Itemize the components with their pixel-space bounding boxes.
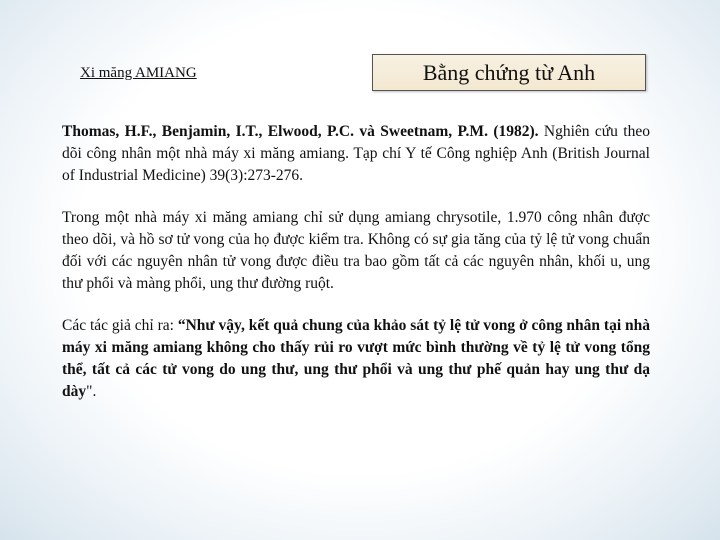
- citation-authors: Thomas, H.F., Benjamin, I.T., Elwood, P.C. và Sweetnam, P.M. (1982).: [62, 123, 539, 140]
- slide-title: Bằng chứng từ Anh: [422, 59, 596, 85]
- citation-journal: nghiệp Anh (British Journal of Industrial Medicine): [62, 145, 650, 184]
- slide-title-box: [372, 54, 646, 91]
- conclusion-quote: “Như vậy, kết quả chung của khảo sát tỷ lệ tử vong ở công nhân tại nhà máy xi măng amiang không cho thấy rủi ro vượt mức bình thường về tỷ lệ tử vong tổng thể, tất cả các tử vong do ung thư, ung thư phổi và ung thư phế quản hay ung thư dạ dày: [62, 317, 651, 400]
- conclusion-paragraph: [62, 315, 650, 403]
- study-paragraph: Trong một nhà máy xi măng amiang chỉ sử dụng amiang chrysotile, 1.970 công nhân được theo dõi, và hồ sơ tử vong của họ được kiểm tra. Không có sự gia tăng của tỷ lệ tử vong chuẩn đối với các nguyên nhân tử vong được điều tra bao gồm tất cả các nguyên nhân, khối u, ung thư phổi và màng phổi, ung thư đường ruột.: [62, 209, 650, 292]
- citation-paragraph: [62, 121, 650, 187]
- citation-title: Nghiên cứu theo dõi công nhân một nhà máy xi măng amiang. Tạp chí Y tế Công: [62, 123, 650, 162]
- citation-pages: 39(3):273-276.: [209, 167, 304, 184]
- topic-label: Xi măng AMIANG: [80, 65, 197, 81]
- conclusion-quote-end: ".: [86, 383, 97, 400]
- conclusion-intro: Các tác giả chỉ ra:: [62, 317, 178, 334]
